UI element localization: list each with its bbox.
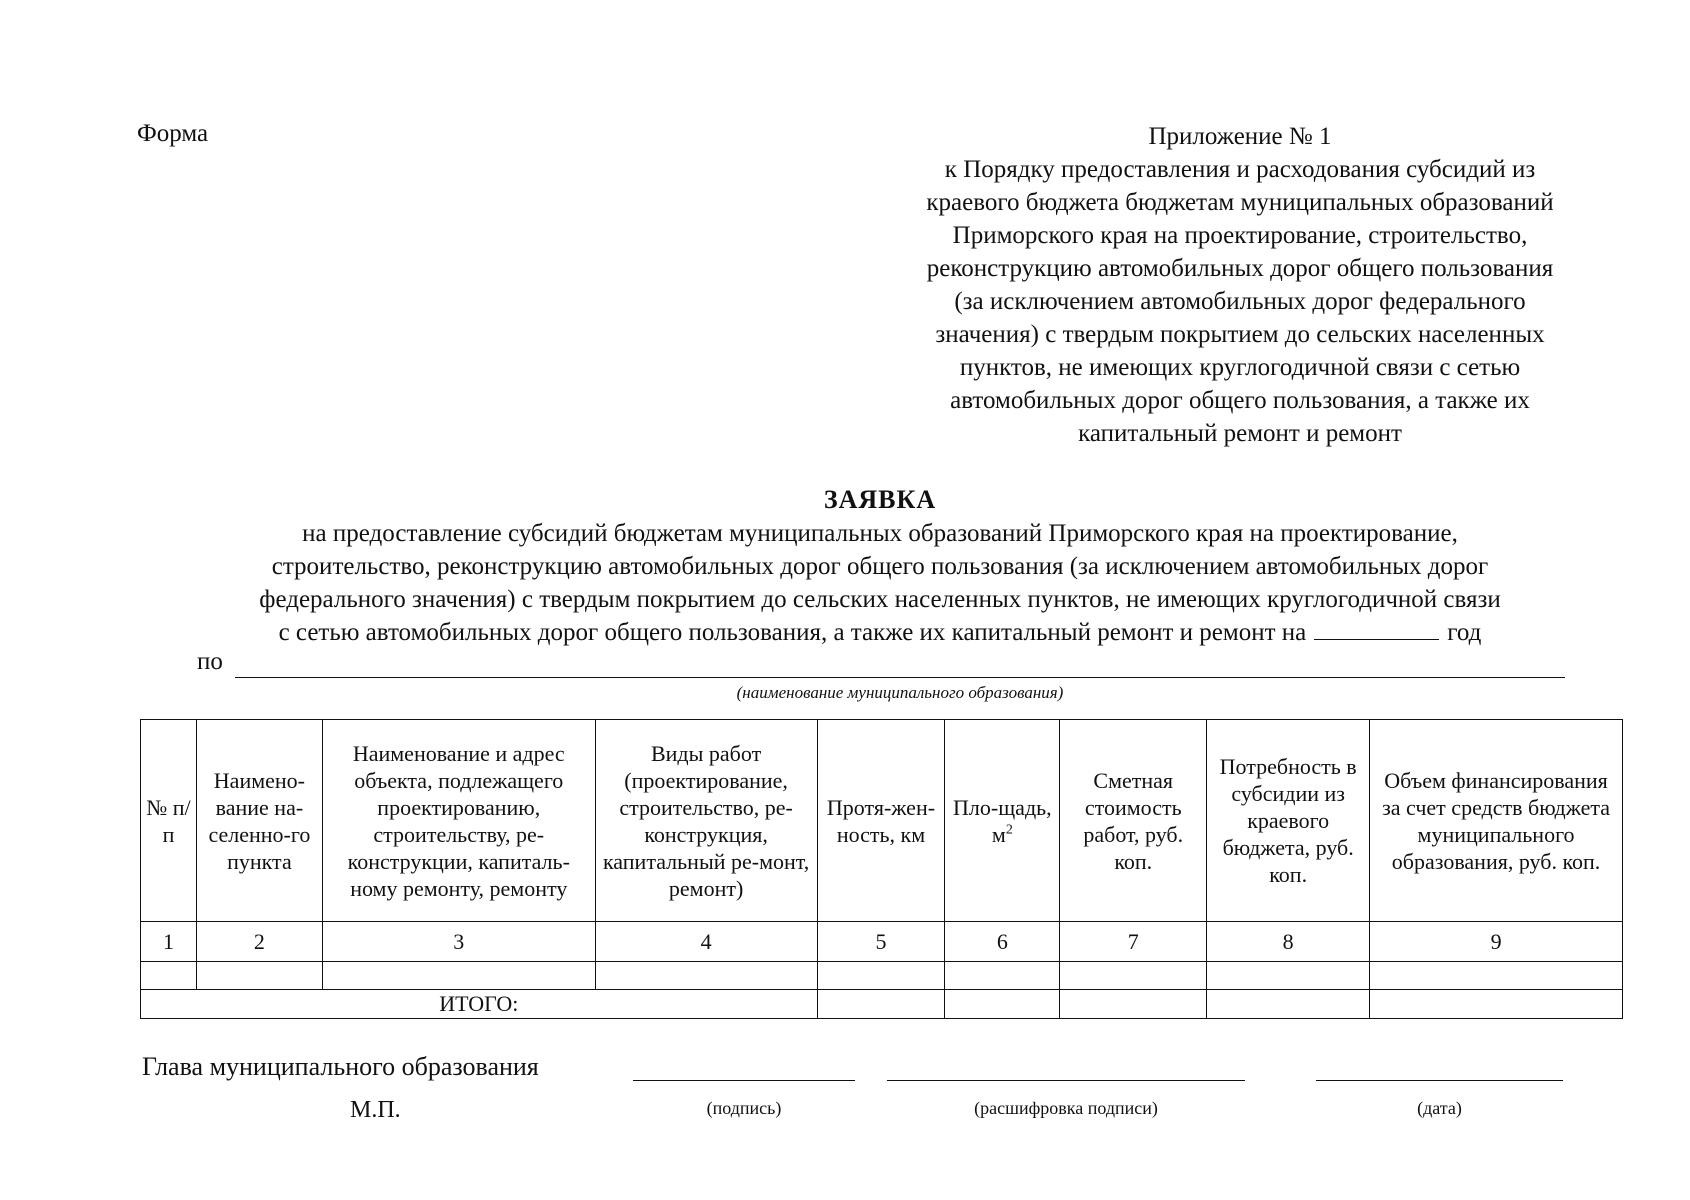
signature-hint: (подпись) <box>706 1098 782 1118</box>
header-length: Протя-жен-ность, км <box>817 720 945 922</box>
appendix-line: Приложение № 1 <box>1148 123 1332 150</box>
appendix-line: к Порядку предоставления и расходования субсидий из <box>944 156 1536 183</box>
appendix-line: (за исключением автомобильных дорог федерального <box>954 288 1526 315</box>
appendix-line: краевого бюджета бюджетам муниципальных образований <box>926 189 1554 216</box>
column-number: 5 <box>817 922 945 962</box>
total-label: ИТОГО: <box>141 990 818 1019</box>
total-cell[interactable] <box>1207 990 1370 1019</box>
header-object: Наименование и адрес объекта, подлежащего проектированию, строительству, ре-конструкции, капиталь-ному ремонту, ремонту <box>322 720 595 922</box>
signature-line[interactable] <box>633 1080 855 1081</box>
table-cell[interactable] <box>322 962 595 990</box>
column-number: 9 <box>1370 922 1623 962</box>
subtitle-text: с сетью автомобильных дорог общего пользования, а также их капитальный ремонт и ремонт на <box>278 619 1307 646</box>
column-number: 3 <box>322 922 595 962</box>
column-number: 1 <box>141 922 197 962</box>
document-subtitle <box>150 517 1610 649</box>
table-cell[interactable] <box>817 962 945 990</box>
total-cell[interactable] <box>1370 990 1623 1019</box>
table-cell[interactable] <box>196 962 322 990</box>
column-number: 6 <box>945 922 1060 962</box>
year-blank-field[interactable] <box>1314 617 1439 640</box>
header-area-label: Пло-щадь, м <box>953 794 1052 847</box>
column-number: 4 <box>595 922 817 962</box>
total-cell[interactable] <box>1060 990 1207 1019</box>
column-number: 2 <box>196 922 322 962</box>
document-title: ЗАЯВКА <box>823 485 937 514</box>
appendix-line: пунктов, не имеющих круглогодичной связи с сетью <box>959 354 1521 381</box>
appendix-line: капитальный ремонт и ремонт <box>1078 420 1402 447</box>
table-cell[interactable] <box>1207 962 1370 990</box>
appendix-block <box>870 120 1610 450</box>
municipality-hint: (наименование муниципального образования) <box>736 683 1064 702</box>
header-subsidy-need: Потребность в субсидии из краевого бюджета, руб. коп. <box>1207 720 1370 922</box>
appendix-line: реконструкцию автомобильных дорог общего пользования <box>926 255 1554 282</box>
stamp-label: М.П. <box>350 1097 401 1123</box>
total-cell[interactable] <box>945 990 1060 1019</box>
table-cell[interactable] <box>595 962 817 990</box>
year-label: год <box>1447 619 1482 646</box>
appendix-line: значения) с твердым покрытием до сельских населенных <box>935 321 1545 348</box>
total-cell[interactable] <box>817 990 945 1019</box>
column-number: 7 <box>1060 922 1207 962</box>
total-row <box>141 990 1623 1019</box>
subtitle-line: строительство, реконструкцию автомобильных дорог общего пользования (за исключением автомобильных дорог <box>271 553 1489 580</box>
table-row <box>141 962 1623 990</box>
subtitle-line: на предоставление субсидий бюджетам муниципальных образований Приморского края на проектирование, <box>302 520 1458 547</box>
subtitle-line-last <box>150 616 1610 649</box>
table-cell[interactable] <box>1060 962 1207 990</box>
header-municipal-funding: Объем финансирования за счет средств бюджета муниципального образования, руб. коп. <box>1370 720 1623 922</box>
table-header-row <box>141 720 1623 922</box>
appendix-line: автомобильных дорог общего пользования, а также их <box>950 387 1530 414</box>
table-cell[interactable] <box>945 962 1060 990</box>
request-table <box>140 719 1623 1019</box>
table-cell[interactable] <box>141 962 197 990</box>
date-line[interactable] <box>1316 1080 1563 1081</box>
appendix-line: Приморского края на проектирование, строительство, <box>952 222 1528 249</box>
header-area-sup: 2 <box>1005 822 1013 838</box>
column-number: 8 <box>1207 922 1370 962</box>
header-area <box>945 720 1060 922</box>
date-hint: (дата) <box>1417 1098 1462 1118</box>
po-label: по <box>197 648 223 675</box>
signer-title: Глава муниципального образования <box>142 1052 539 1081</box>
subtitle-line: федерального значения) с твердым покрытием до сельских населенных пунктов, не имеющих круглогодичной связи <box>259 586 1501 613</box>
header-estimated-cost: Сметная стоимость работ, руб. коп. <box>1060 720 1207 922</box>
municipality-blank-field[interactable] <box>235 677 1565 678</box>
table-cell[interactable] <box>1370 962 1623 990</box>
signature-decoding-line[interactable] <box>887 1080 1245 1081</box>
header-number: № п/п <box>141 720 197 922</box>
form-label: Форма <box>137 120 209 147</box>
column-numbers-row <box>141 922 1623 962</box>
header-settlement: Наимено-вание на-селенно-го пункта <box>196 720 322 922</box>
signature-decoding-hint: (расшифровка подписи) <box>974 1098 1158 1118</box>
header-work-types: Виды работ (проектирование, строительство, ре-конструкция, капитальный ре-монт, ремонт) <box>595 720 817 922</box>
